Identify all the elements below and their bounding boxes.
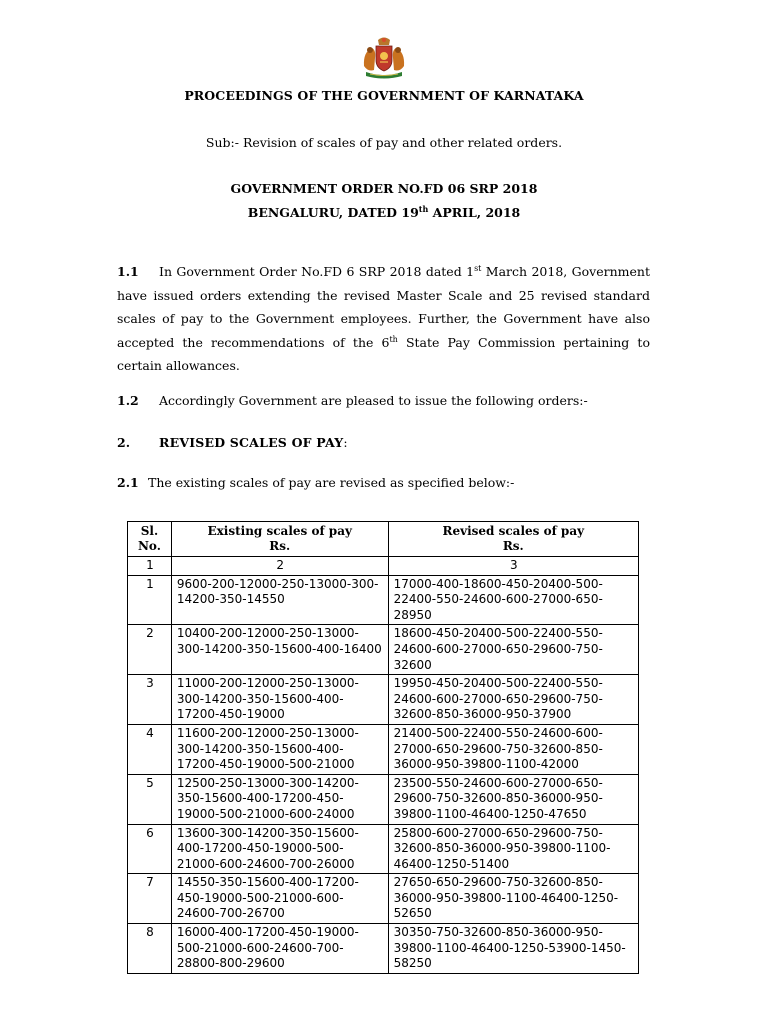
paragraph-text-c: State Pay Commission pertaining to certain allowances. (117, 334, 650, 374)
cell-revised: 21400-500-22400-550-24600-600-27000-650-29600-750-32600-850-36000-950-39800-1100-42000 (388, 724, 638, 774)
cell-sl: 3 (128, 675, 172, 725)
cell-sl: 5 (128, 774, 172, 824)
cell-revised: 19950-450-20400-500-22400-550-24600-600-27000-650-29600-750-32600-850-36000-950-37900 (388, 675, 638, 725)
cell-revised: 25800-600-27000-650-29600-750-32600-850-36000-950-39800-1100-46400-1250-51400 (388, 824, 638, 874)
pay-scales-table (127, 521, 639, 974)
cell-existing: 13600-300-14200-350-15600-400-17200-450-19000-500-21000-600-24600-700-26000 (171, 824, 388, 874)
paragraph-2-1 (117, 475, 650, 490)
column-number: 3 (388, 557, 638, 576)
paragraph-text: Accordingly Government are pleased to issue the following orders:- (159, 393, 588, 408)
table-header-row (128, 522, 639, 557)
cell-revised: 17000-400-18600-450-20400-500-22400-550-24600-600-27000-650-28950 (388, 575, 638, 625)
order-date (0, 205, 768, 220)
order-date-sup: th (418, 204, 429, 214)
paragraph-number: 2.1 (117, 475, 139, 490)
state-emblem-icon (360, 36, 408, 80)
cell-sl: 4 (128, 724, 172, 774)
paragraph-number: 1.2 (117, 393, 139, 408)
cell-sl: 2 (128, 625, 172, 675)
cell-sl: 1 (128, 575, 172, 625)
cell-sl: 7 (128, 874, 172, 924)
cell-existing: 12500-250-13000-300-14200-350-15600-400-17200-450-19000-500-21000-600-24000 (171, 774, 388, 824)
cell-existing: 14550-350-15600-400-17200-450-19000-500-21000-600-24600-700-26700 (171, 874, 388, 924)
paragraph-sup-b: th (389, 334, 398, 344)
cell-existing: 10400-200-12000-250-13000-300-14200-350-15600-400-16400 (171, 625, 388, 675)
table-row (128, 625, 639, 675)
section-heading-colon: : (343, 435, 348, 450)
paragraph-text: The existing scales of pay are revised as specified below:- (148, 475, 515, 490)
cell-revised: 27650-650-29600-750-32600-850-36000-950-39800-1100-46400-1250-52650 (388, 874, 638, 924)
cell-revised: 30350-750-32600-850-36000-950-39800-1100-46400-1250-53900-1450-58250 (388, 924, 638, 974)
table-row (128, 774, 639, 824)
document-title: PROCEEDINGS OF THE GOVERNMENT OF KARNATAKA (184, 88, 584, 103)
header-sl-no: Sl. No. (128, 522, 172, 557)
order-date-prefix: BENGALURU, DATED 19 (247, 205, 419, 220)
paragraph-sup-a: st (474, 264, 482, 273)
section-2-heading (117, 435, 650, 450)
header-existing-scales: Existing scales of pay Rs. (171, 522, 388, 557)
cell-existing: 16000-400-17200-450-19000-500-21000-600-24600-700-28800-800-29600 (171, 924, 388, 974)
paragraph-1-1 (117, 260, 650, 378)
subject-line: Sub:- Revision of scales of pay and other related orders. (205, 135, 563, 150)
table-row (128, 575, 639, 625)
order-date-suffix: APRIL, 2018 (428, 205, 521, 220)
table-row (128, 675, 639, 725)
paragraph-number: 1.1 (117, 264, 139, 279)
order-number: GOVERNMENT ORDER NO.FD 06 SRP 2018 (230, 181, 538, 196)
header-revised-scales: Revised scales of pay Rs. (388, 522, 638, 557)
column-number: 2 (171, 557, 388, 576)
column-number: 1 (128, 557, 172, 576)
paragraph-1-2 (117, 393, 650, 408)
cell-sl: 6 (128, 824, 172, 874)
section-heading: REVISED SCALES OF PAY (159, 435, 344, 450)
column-number-row (128, 557, 639, 576)
cell-sl: 8 (128, 924, 172, 974)
table-row (128, 824, 639, 874)
table-row (128, 874, 639, 924)
paragraph-text-a: In Government Order No.FD 6 SRP 2018 dated 1 (159, 264, 475, 279)
cell-revised: 18600-450-20400-500-22400-550-24600-600-27000-650-29600-750-32600 (388, 625, 638, 675)
table-row (128, 924, 639, 974)
cell-existing: 11600-200-12000-250-13000-300-14200-350-15600-400-17200-450-19000-500-21000 (171, 724, 388, 774)
section-number: 2. (117, 435, 131, 450)
paragraph-text-b: March 2018, Government have issued orders extending the revised Master Scale and 25 revised standard scales of pay to the Government employees. Further, the Government have also accepted the recommendations of the 6 (117, 264, 650, 350)
cell-existing: 11000-200-12000-250-13000-300-14200-350-15600-400-17200-450-19000 (171, 675, 388, 725)
table-row (128, 724, 639, 774)
cell-existing: 9600-200-12000-250-13000-300-14200-350-14550 (171, 575, 388, 625)
cell-revised: 23500-550-24600-600-27000-650-29600-750-32600-850-36000-950-39800-1100-46400-1250-47650 (388, 774, 638, 824)
